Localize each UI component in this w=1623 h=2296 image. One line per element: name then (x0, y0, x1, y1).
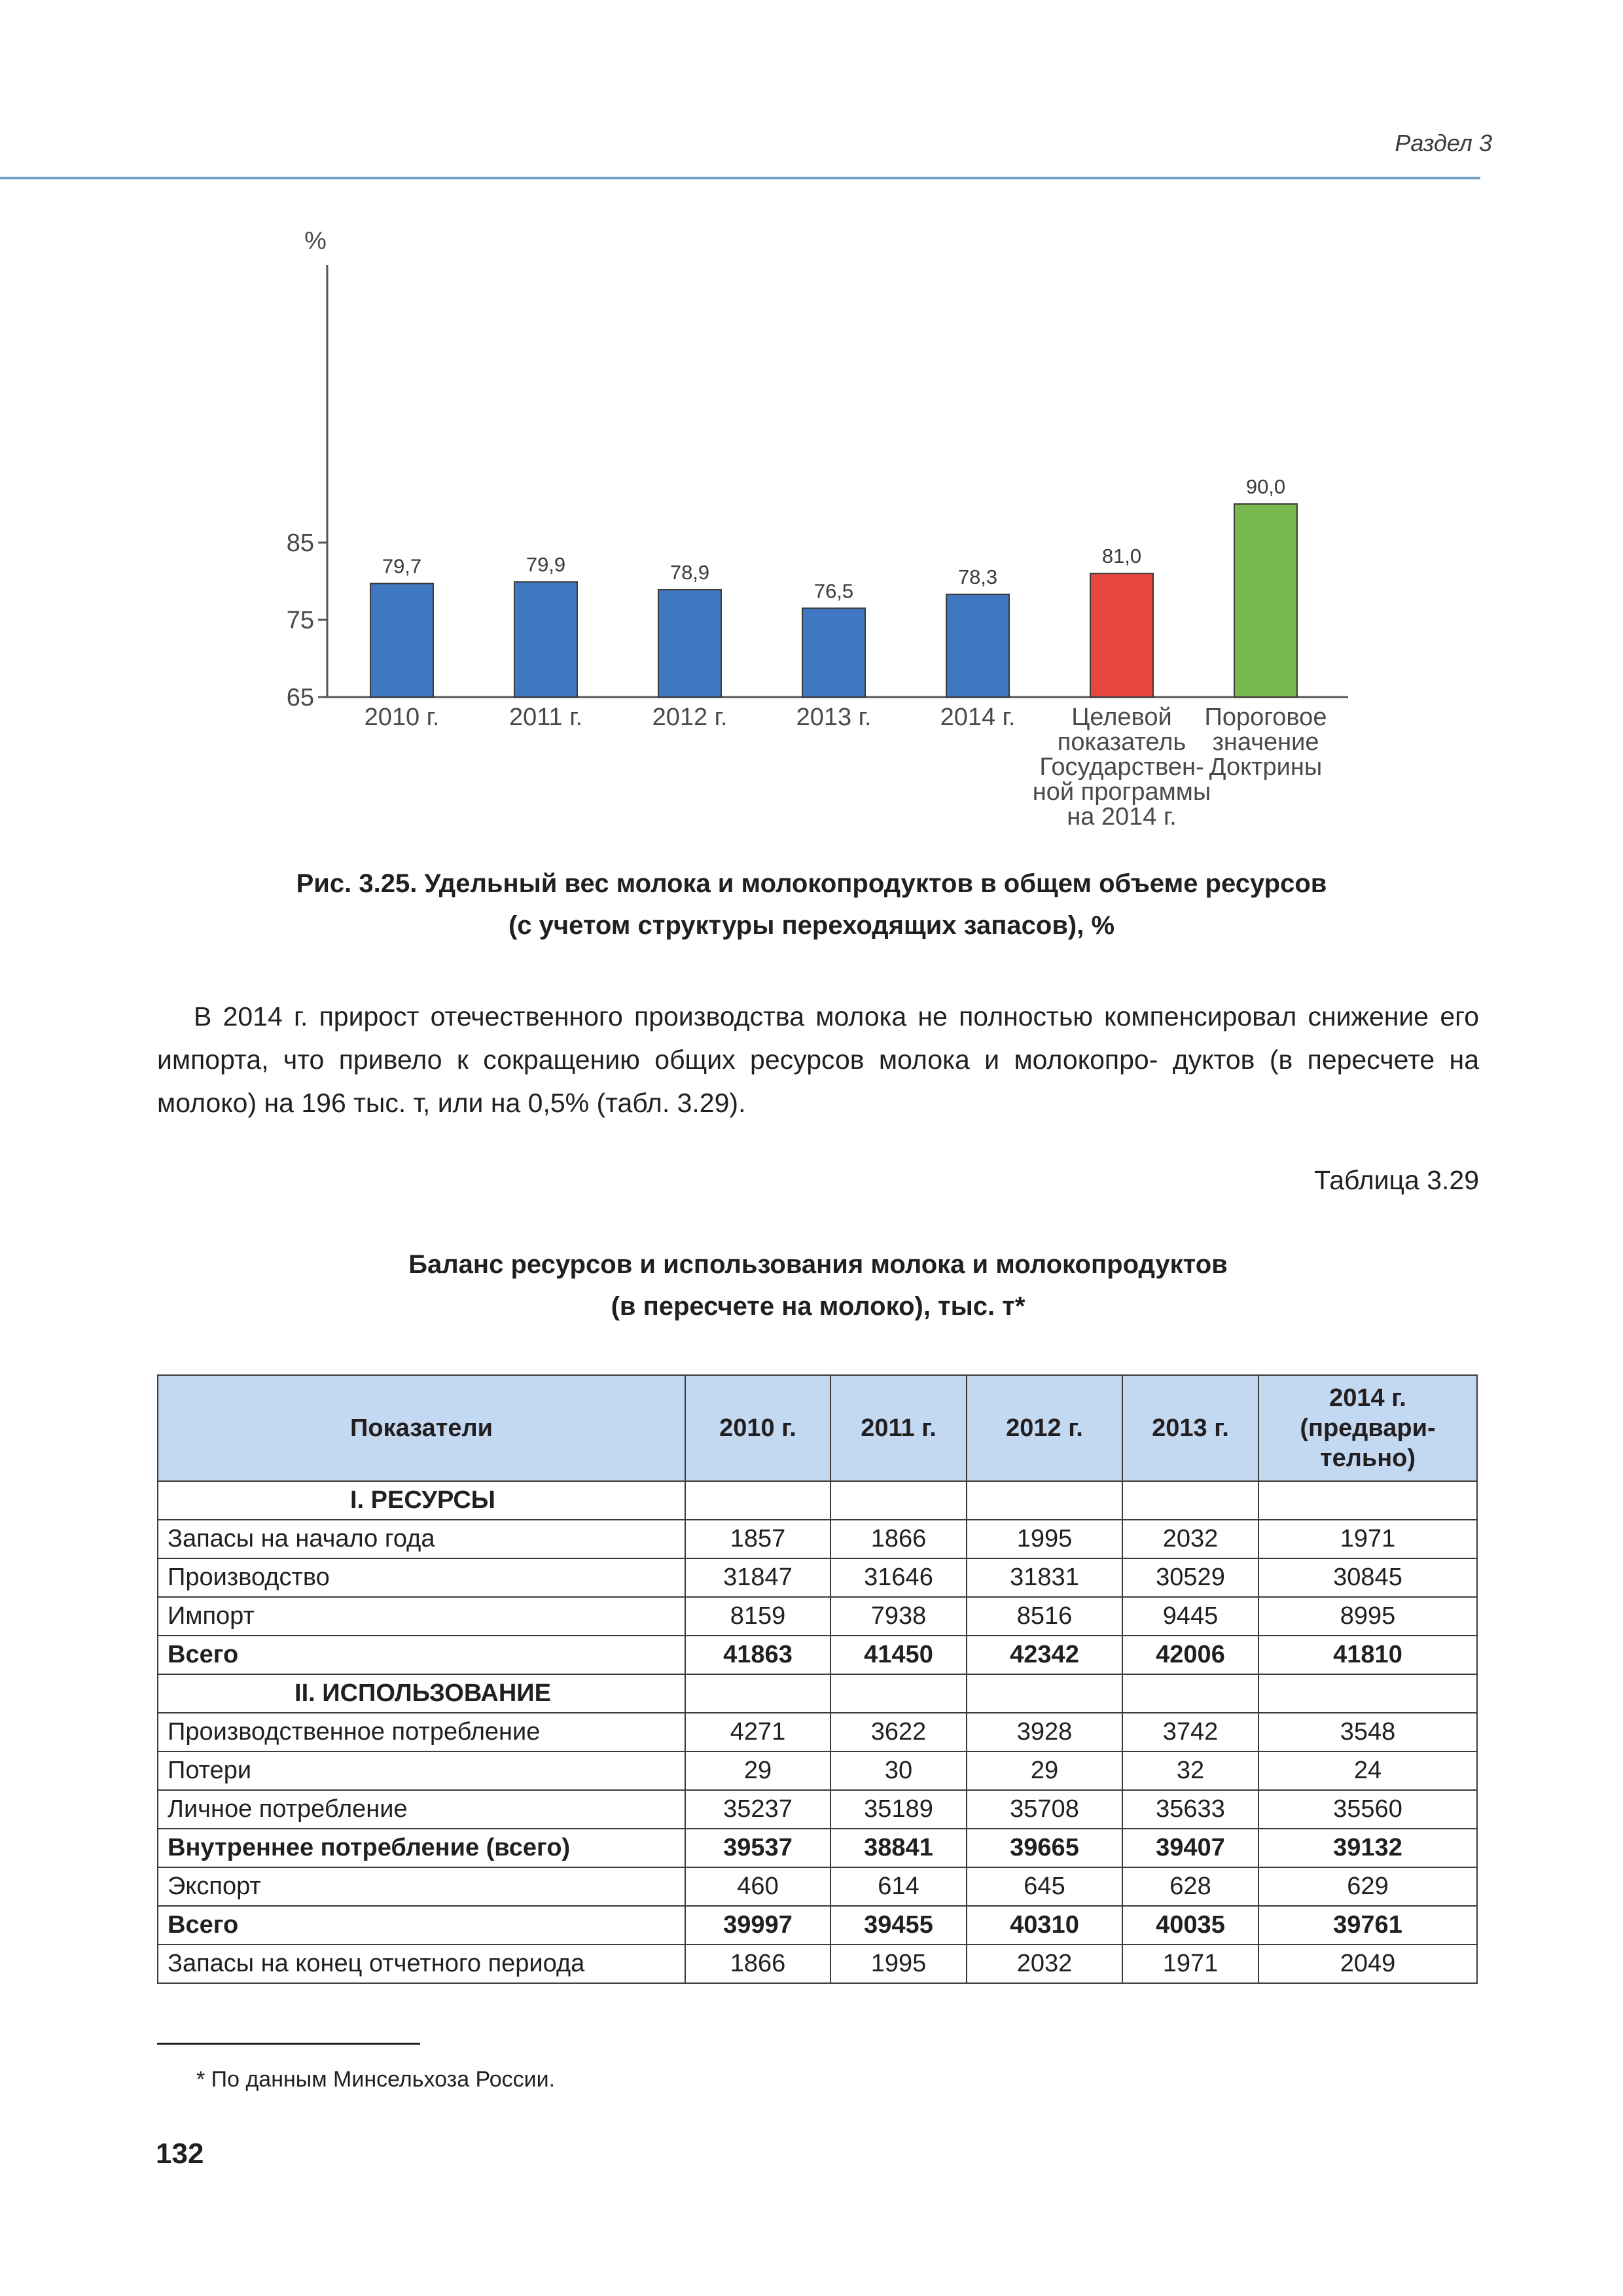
row-value: 35189 (830, 1790, 967, 1829)
row-value: 30529 (1122, 1558, 1258, 1597)
row-value: 7938 (830, 1597, 967, 1636)
row-value (1122, 1481, 1258, 1520)
bar (1234, 504, 1297, 697)
row-value: 42342 (967, 1636, 1122, 1674)
row-value: 3548 (1258, 1713, 1477, 1751)
row-value: 1857 (685, 1520, 830, 1558)
row-value: 24 (1258, 1751, 1477, 1790)
row-value: 41863 (685, 1636, 830, 1674)
row-label: Внутреннее потребление (всего) (158, 1829, 685, 1867)
figure-caption (157, 863, 1466, 946)
row-value: 1995 (830, 1945, 967, 1983)
table-number-label: Таблица 3.29 (1314, 1165, 1479, 1195)
bar-value-label: 79,7 (382, 554, 422, 578)
y-axis-unit-label: % (304, 227, 327, 255)
footnote: * По данным Минсельхоза России. (196, 2067, 556, 2092)
bar-chart (0, 0, 1623, 851)
row-value: 645 (967, 1867, 1122, 1906)
row-value (685, 1481, 830, 1520)
table-row (158, 1867, 1477, 1906)
y-tick-label: 85 (286, 529, 314, 557)
row-value: 30845 (1258, 1558, 1477, 1597)
row-value: 4271 (685, 1713, 830, 1751)
row-value: 40035 (1122, 1906, 1258, 1945)
row-value: 39407 (1122, 1829, 1258, 1867)
row-value (830, 1674, 967, 1713)
table-row (158, 1674, 1477, 1713)
table-header-row (158, 1375, 1477, 1481)
category-label: Доктрины (1209, 753, 1323, 781)
bar (946, 594, 1009, 697)
table-row (158, 1751, 1477, 1790)
balance-table (157, 1374, 1478, 1984)
row-value (1258, 1481, 1477, 1520)
row-label: Потери (158, 1751, 685, 1790)
row-label: Всего (158, 1906, 685, 1945)
row-value: 39132 (1258, 1829, 1477, 1867)
row-value: 39665 (967, 1829, 1122, 1867)
row-value: 3928 (967, 1713, 1122, 1751)
row-value: 40310 (967, 1906, 1122, 1945)
header-indicator: Показатели (158, 1375, 685, 1481)
figure-caption-line1: Рис. 3.25. Удельный вес молока и молокопродуктов в общем объеме ресурсов (296, 869, 1327, 898)
category-label: 2014 г. (940, 704, 1016, 731)
bar-value-label: 78,9 (669, 560, 710, 584)
category-labels (365, 704, 1327, 831)
row-value: 35633 (1122, 1790, 1258, 1829)
table-row (158, 1558, 1477, 1597)
row-label: Запасы на начало года (158, 1520, 685, 1558)
page-number: 132 (156, 2138, 204, 2170)
row-value: 3742 (1122, 1713, 1258, 1751)
bar-value-label: 79,9 (526, 553, 566, 577)
category-label: показатель (1057, 728, 1186, 756)
category-label: Государствен- (1039, 753, 1204, 781)
row-value: 39761 (1258, 1906, 1477, 1945)
bar (1090, 573, 1153, 697)
row-value: 460 (685, 1867, 830, 1906)
row-value: 2049 (1258, 1945, 1477, 1983)
row-value: 41450 (830, 1636, 967, 1674)
row-value: 9445 (1122, 1597, 1258, 1636)
footnote-rule (157, 2043, 420, 2045)
header-2014: 2014 г. (предвари- тельно) (1258, 1375, 1477, 1481)
y-tick-label: 75 (286, 607, 314, 634)
y-ticks (287, 529, 327, 711)
bar (802, 608, 865, 697)
table-row (158, 1790, 1477, 1829)
row-value: 8995 (1258, 1597, 1477, 1636)
row-value: 629 (1258, 1867, 1477, 1906)
bar-value-label: 78,3 (957, 565, 998, 589)
row-value: 31646 (830, 1558, 967, 1597)
header-2012: 2012 г. (967, 1375, 1122, 1481)
row-value: 8159 (685, 1597, 830, 1636)
row-value: 35237 (685, 1790, 830, 1829)
bar (658, 590, 721, 697)
row-label: Всего (158, 1636, 685, 1674)
bar-value-label: 90,0 (1245, 475, 1286, 498)
table-title-line2: (в пересчете на молоко), тыс. т* (611, 1292, 1026, 1321)
row-value: 41810 (1258, 1636, 1477, 1674)
row-value: 8516 (967, 1597, 1122, 1636)
table-title (262, 1244, 1374, 1327)
table-row (158, 1829, 1477, 1867)
row-value (967, 1674, 1122, 1713)
row-label: I. РЕСУРСЫ (158, 1481, 685, 1520)
row-value: 1971 (1258, 1520, 1477, 1558)
row-value: 1995 (967, 1520, 1122, 1558)
category-label: Целевой (1071, 704, 1172, 731)
body-paragraph: В 2014 г. прирост отечественного производства молока не полностью компенсировал снижение его импорта, что привело к сокращению общих ресурсов молока и молокопро- дуктов (в пересчете на молоко) на 196 тыс. т, или на 0,5% (табл. 3.29). (157, 1001, 1479, 1118)
row-value: 32 (1122, 1751, 1258, 1790)
row-value: 42006 (1122, 1636, 1258, 1674)
row-value: 29 (685, 1751, 830, 1790)
header-2013: 2013 г. (1122, 1375, 1258, 1481)
table-row (158, 1713, 1477, 1751)
row-value: 1866 (685, 1945, 830, 1983)
y-tick-label: 65 (286, 684, 314, 711)
table-row (158, 1481, 1477, 1520)
row-label: Импорт (158, 1597, 685, 1636)
table-title-line1: Баланс ресурсов и использования молока и молокопродуктов (408, 1250, 1228, 1279)
row-value: 1866 (830, 1520, 967, 1558)
row-label: Запасы на конец отчетного периода (158, 1945, 685, 1983)
table-row (158, 1906, 1477, 1945)
row-label: II. ИСПОЛЬЗОВАНИЕ (158, 1674, 685, 1713)
category-label: на 2014 г. (1067, 803, 1177, 831)
row-label: Производство (158, 1558, 685, 1597)
row-value: 39537 (685, 1829, 830, 1867)
row-value (1258, 1674, 1477, 1713)
bar-value-label: 76,5 (813, 579, 854, 603)
row-value: 31847 (685, 1558, 830, 1597)
row-value: 2032 (1122, 1520, 1258, 1558)
row-value: 31831 (967, 1558, 1122, 1597)
row-value: 38841 (830, 1829, 967, 1867)
row-value (967, 1481, 1122, 1520)
row-value: 1971 (1122, 1945, 1258, 1983)
row-value (1122, 1674, 1258, 1713)
row-value: 614 (830, 1867, 967, 1906)
header-section-label: Раздел 3 (1395, 130, 1492, 156)
row-label: Личное потребление (158, 1790, 685, 1829)
row-value: 29 (967, 1751, 1122, 1790)
row-value: 3622 (830, 1713, 967, 1751)
table-row (158, 1597, 1477, 1636)
row-value: 39455 (830, 1906, 967, 1945)
category-label: 2010 г. (364, 704, 440, 731)
table-row (158, 1945, 1477, 1983)
row-label: Производственное потребление (158, 1713, 685, 1751)
category-label: ной программы (1032, 778, 1211, 806)
table-row (158, 1636, 1477, 1674)
row-value: 39997 (685, 1906, 830, 1945)
category-label: Пороговое (1204, 704, 1327, 731)
figure-caption-line2: (с учетом структуры переходящих запасов), % (508, 911, 1115, 940)
row-value (830, 1481, 967, 1520)
row-value: 30 (830, 1751, 967, 1790)
category-label: 2012 г. (652, 704, 728, 731)
row-value (685, 1674, 830, 1713)
bar (370, 584, 433, 697)
table-row (158, 1520, 1477, 1558)
category-label: 2011 г. (508, 704, 583, 731)
category-label: значение (1212, 728, 1319, 756)
row-value: 35708 (967, 1790, 1122, 1829)
bar (514, 582, 577, 697)
row-label: Экспорт (158, 1867, 685, 1906)
row-value: 2032 (967, 1945, 1122, 1983)
category-label: 2013 г. (796, 704, 872, 731)
bar-value-label: 81,0 (1101, 545, 1142, 568)
row-value: 628 (1122, 1867, 1258, 1906)
header-2011: 2011 г. (830, 1375, 967, 1481)
row-value: 35560 (1258, 1790, 1477, 1829)
header-2010: 2010 г. (685, 1375, 830, 1481)
